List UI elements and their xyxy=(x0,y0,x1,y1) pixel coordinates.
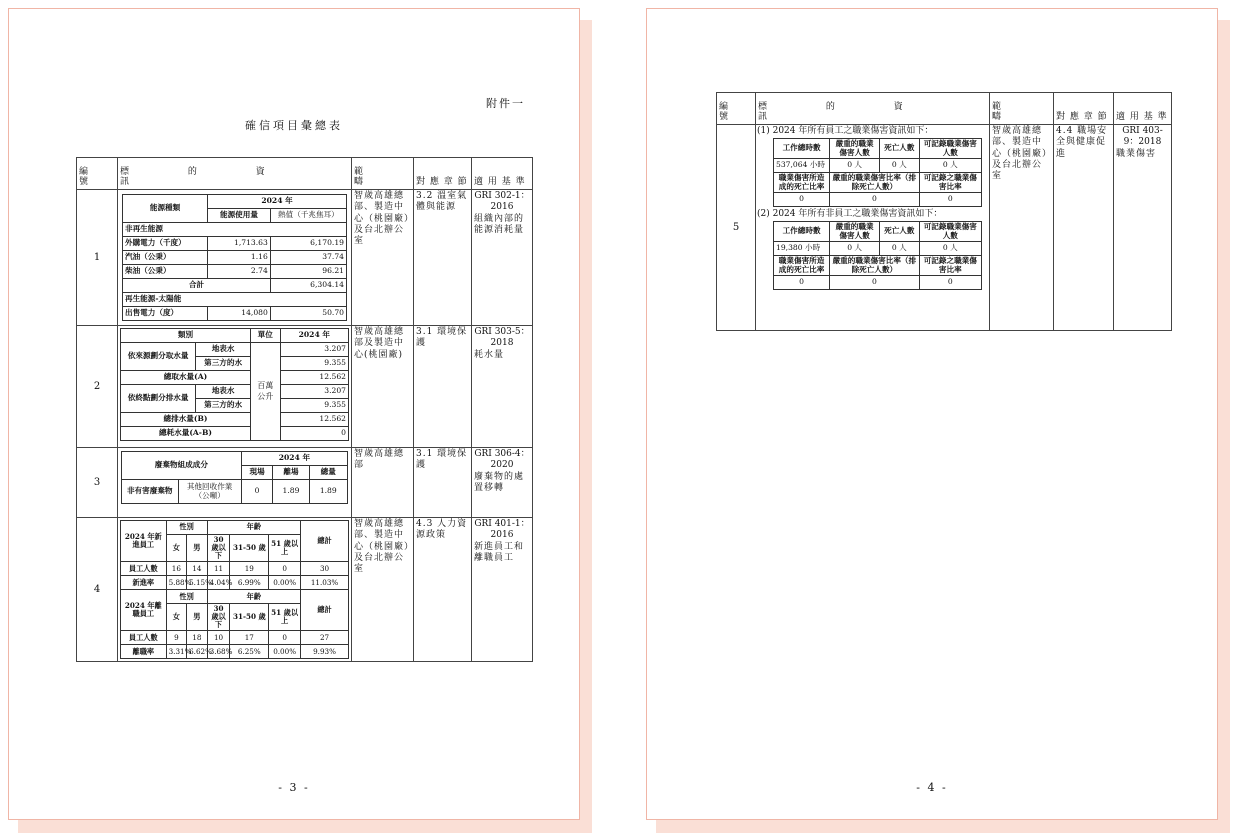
row-number: 1 xyxy=(77,190,118,326)
col-age-over-51: 51 歲以上 xyxy=(269,535,301,562)
annex-label: 附件一 xyxy=(486,97,525,110)
page-title: 確信項目彙總表 xyxy=(245,119,343,132)
standard-code: GRI 306-4：2020 xyxy=(474,449,530,471)
scope-cell: 智歲高雄總部、製造中心（桃園廠）及台北辦公室 xyxy=(352,518,414,662)
col-hours: 工作總時數 xyxy=(774,139,830,159)
recordable-value: 0 人 xyxy=(919,242,981,256)
standard-code: GRI 401-1：2016 xyxy=(474,519,530,541)
page-number: - 4 - xyxy=(916,781,948,794)
water-source-third: 第三方的水 xyxy=(196,357,251,371)
section-cell: 3.1 環境保護 xyxy=(414,448,472,518)
nonemployee-injury-table xyxy=(773,221,982,290)
summary-table xyxy=(76,157,533,662)
col-male: 男 xyxy=(187,535,208,562)
water-cell xyxy=(118,326,352,448)
header-no: 編 號 xyxy=(77,158,118,190)
header-subject: 標 的 資 訊 xyxy=(756,93,990,125)
standard-cell xyxy=(1114,125,1172,331)
header-subject: 標 的 資 訊 xyxy=(118,158,352,190)
col-death-rate: 職業傷害所造成的死亡比率 xyxy=(774,173,830,193)
new-hire-label: 2024 年新進員工 xyxy=(121,521,167,562)
col-age-31-50: 31-50 歲 xyxy=(230,604,269,631)
col-energy-use: 能源使用量 xyxy=(208,209,271,223)
hr-value: 3.68% xyxy=(207,645,230,659)
standard-code: GRI 302-1：2016 xyxy=(474,191,530,213)
col-gender: 性別 xyxy=(166,521,207,535)
hr-value: 11.03% xyxy=(301,576,349,590)
hr-value: 27 xyxy=(301,631,349,645)
energy-item-name: 柴油（公秉） xyxy=(123,265,208,279)
table-row xyxy=(717,125,1172,331)
energy-item-heat: 96.21 xyxy=(270,265,346,279)
hours-value: 537,064 小時 xyxy=(774,159,830,173)
hr-value: 0 xyxy=(269,562,301,576)
col-offsite: 離場 xyxy=(273,466,309,480)
hr-value: 19 xyxy=(230,562,269,576)
scope-cell: 智歲高雄總部、製造中心（桃園廠）及台北辦公室 xyxy=(990,125,1054,331)
row-number: 5 xyxy=(717,125,756,331)
header-standard: 適 用 基 準 xyxy=(472,158,533,190)
standard-code: GRI 403-9：2018 xyxy=(1122,126,1163,148)
hr-value: 9.93% xyxy=(301,645,349,659)
serious-value: 0 人 xyxy=(830,159,880,173)
water-unit: 百萬公升 xyxy=(250,343,280,441)
col-recordable: 可記錄職業傷害人數 xyxy=(919,139,981,159)
death-value: 0 人 xyxy=(880,159,920,173)
col-unit: 單位 xyxy=(250,329,280,343)
hr-value: 0.00% xyxy=(269,576,301,590)
col-serious: 嚴重的職業傷害人數 xyxy=(830,139,880,159)
hr-value: 6.25% xyxy=(230,645,269,659)
new-rate-label: 新進率 xyxy=(121,576,167,590)
col-age-31-50: 31-50 歲 xyxy=(230,535,269,562)
standard-name: 職業傷害 xyxy=(1116,148,1157,159)
death-rate-value: 0 xyxy=(774,276,830,290)
water-discharge-label: 依終點劃分排水量 xyxy=(121,385,196,413)
hr-value: 10 xyxy=(207,631,230,645)
col-total: 總計 xyxy=(301,590,349,631)
water-consumption-label: 總耗水量(A-B) xyxy=(121,427,251,441)
col-energy-type: 能源種類 xyxy=(123,195,208,223)
row-number: 2 xyxy=(77,326,118,448)
col-age: 年齡 xyxy=(207,521,300,535)
hr-value: 16 xyxy=(166,562,187,576)
header-section: 對 應 章 節 xyxy=(1054,93,1114,125)
table-header-row xyxy=(77,158,533,190)
energy-item-use: 1.16 xyxy=(208,251,271,265)
waste-table xyxy=(121,451,348,504)
standard-cell xyxy=(472,190,533,326)
injury-cell xyxy=(756,125,990,331)
death-rate-value: 0 xyxy=(774,193,830,207)
recordable-value: 0 人 xyxy=(919,159,981,173)
water-source-third-value: 9.355 xyxy=(280,357,348,371)
hr-value: 4.04% xyxy=(207,576,230,590)
standard-name: 新進員工和離職員工 xyxy=(474,541,525,563)
energy-total-label: 合計 xyxy=(123,279,271,293)
employees-title: (1) 2024 年所有員工之職業傷害資訊如下： xyxy=(757,126,934,136)
document-page-4 xyxy=(646,8,1218,820)
col-age-under-30: 30 歲以下 xyxy=(207,535,230,562)
energy-item-name: 汽油（公秉） xyxy=(123,251,208,265)
col-serious-rate: 嚴重的職業傷害比率（排除死亡人數） xyxy=(830,173,919,193)
col-recordable-rate: 可記錄之職業傷害比率 xyxy=(919,173,981,193)
col-gender: 性別 xyxy=(166,590,207,604)
hr-value: 17 xyxy=(230,631,269,645)
water-table xyxy=(120,328,349,441)
standard-cell xyxy=(472,518,533,662)
left-rate-label: 離職率 xyxy=(121,645,167,659)
waste-onsite-value: 0 xyxy=(241,480,273,504)
col-death: 死亡人數 xyxy=(880,139,920,159)
water-discharge-surface: 地表水 xyxy=(196,385,251,399)
table-row xyxy=(77,326,533,448)
hr-value: 0 xyxy=(269,631,301,645)
header-section: 對 應 章 節 xyxy=(414,158,472,190)
col-death-rate: 職業傷害所造成的死亡比率 xyxy=(774,256,830,276)
hr-value: 0.00% xyxy=(269,645,301,659)
col-year: 2024 年 xyxy=(241,452,347,466)
standard-name: 組織內部的能源消耗量 xyxy=(474,213,525,235)
energy-item-heat: 6,170.19 xyxy=(270,237,346,251)
water-source-label: 依來源劃分取水量 xyxy=(121,343,196,371)
water-total-in-value: 12.562 xyxy=(280,371,348,385)
hr-value: 3.31% xyxy=(166,645,187,659)
count-label: 員工人數 xyxy=(121,562,167,576)
table-header-row xyxy=(717,93,1172,125)
water-discharge-third: 第三方的水 xyxy=(196,399,251,413)
header-scope: 範 疇 xyxy=(352,158,414,190)
water-total-out-value: 12.562 xyxy=(280,413,348,427)
water-source-surface-value: 3.207 xyxy=(280,343,348,357)
hr-cell xyxy=(118,518,352,662)
section-cell: 4.4 職場安全與健康促進 xyxy=(1054,125,1114,331)
sold-electricity-name: 出售電力（度） xyxy=(123,307,208,321)
recordable-rate-value: 0 xyxy=(919,193,981,207)
col-year: 2024 年 xyxy=(280,329,348,343)
col-death: 死亡人數 xyxy=(880,222,920,242)
col-water-type: 類別 xyxy=(121,329,251,343)
col-recordable: 可記錄職業傷害人數 xyxy=(919,222,981,242)
row-number: 4 xyxy=(77,518,118,662)
document-page-3 xyxy=(8,8,580,820)
water-discharge-third-value: 9.355 xyxy=(280,399,348,413)
hr-value: 6.99% xyxy=(230,576,269,590)
water-total-out-label: 總排水量(B) xyxy=(121,413,251,427)
scope-cell: 智歲高雄總部及製造中心(桃園廠) xyxy=(352,326,414,448)
serious-rate-value: 0 xyxy=(830,276,919,290)
summary-table xyxy=(716,92,1172,331)
serious-value: 0 人 xyxy=(830,242,880,256)
col-age-over-51: 51 歲以上 xyxy=(269,604,301,631)
sold-electricity-use: 14,080 xyxy=(208,307,271,321)
hr-value: 30 xyxy=(301,562,349,576)
renewable-label: 再生能源-太陽能 xyxy=(123,293,347,307)
hr-value: 18 xyxy=(187,631,208,645)
hr-value: 5.15% xyxy=(187,576,208,590)
col-serious: 嚴重的職業傷害人數 xyxy=(830,222,880,242)
scope-cell: 智歲高雄總部、製造中心（桃園廠）及台北辦公室 xyxy=(352,190,414,326)
col-serious-rate: 嚴重的職業傷害比率（排除死亡人數） xyxy=(830,256,919,276)
col-female: 女 xyxy=(166,535,187,562)
col-onsite: 現場 xyxy=(241,466,273,480)
standard-cell xyxy=(472,448,533,518)
standard-cell xyxy=(472,326,533,448)
recordable-rate-value: 0 xyxy=(919,276,981,290)
col-heat: 熱值（千兆焦耳） xyxy=(270,209,346,223)
hr-value: 11 xyxy=(207,562,230,576)
col-age: 年齡 xyxy=(207,590,300,604)
col-year: 2024 年 xyxy=(208,195,347,209)
waste-row-sub: 其他回收作業（公噸） xyxy=(178,480,241,504)
nonrenewable-label: 非再生能源 xyxy=(123,223,347,237)
waste-cell xyxy=(118,448,352,518)
header-no: 編 號 xyxy=(717,93,756,125)
col-male: 男 xyxy=(187,604,208,631)
energy-table xyxy=(122,194,347,321)
waste-row-label: 非有害廢棄物 xyxy=(122,480,179,504)
section-cell: 4.3 人力資源政策 xyxy=(414,518,472,662)
count-label: 員工人數 xyxy=(121,631,167,645)
left-label: 2024 年離職員工 xyxy=(121,590,167,631)
energy-item-heat: 37.74 xyxy=(270,251,346,265)
energy-item-use: 2.74 xyxy=(208,265,271,279)
section-cell: 3.2 溫室氣體與能源 xyxy=(414,190,472,326)
employee-injury-table xyxy=(773,138,982,207)
table-row xyxy=(77,448,533,518)
standard-name: 廢棄物的處置移轉 xyxy=(474,471,525,493)
table-row xyxy=(77,190,533,326)
table-row xyxy=(77,518,533,662)
header-scope: 範 疇 xyxy=(990,93,1054,125)
hr-value: 9 xyxy=(166,631,187,645)
hours-value: 19,380 小時 xyxy=(774,242,830,256)
standard-name: 耗水量 xyxy=(474,349,505,360)
header-standard: 適 用 基 準 xyxy=(1114,93,1172,125)
section-cell: 3.1 環境保護 xyxy=(414,326,472,448)
water-consumption-value: 0 xyxy=(280,427,348,441)
page-number: - 3 - xyxy=(278,781,310,794)
energy-cell xyxy=(118,190,352,326)
col-age-under-30: 30 歲以下 xyxy=(207,604,230,631)
water-total-in-label: 總取水量(A) xyxy=(121,371,251,385)
row-number: 3 xyxy=(77,448,118,518)
death-value: 0 人 xyxy=(880,242,920,256)
col-hours: 工作總時數 xyxy=(774,222,830,242)
col-total: 總計 xyxy=(301,521,349,562)
energy-total-value: 6,304.14 xyxy=(270,279,346,293)
water-discharge-surface-value: 3.207 xyxy=(280,385,348,399)
waste-total-value: 1.89 xyxy=(309,480,347,504)
col-total: 總量 xyxy=(309,466,347,480)
col-recordable-rate: 可記錄之職業傷害比率 xyxy=(919,256,981,276)
scope-cell: 智歲高雄總部 xyxy=(352,448,414,518)
waste-offsite-value: 1.89 xyxy=(273,480,309,504)
col-waste-type: 廢棄物組成成分 xyxy=(122,452,242,480)
energy-item-name: 外購電力（千度） xyxy=(123,237,208,251)
energy-item-use: 1,713.63 xyxy=(208,237,271,251)
hr-value: 6.62% xyxy=(187,645,208,659)
hr-value: 5.88% xyxy=(166,576,187,590)
hr-table xyxy=(120,520,349,659)
sold-electricity-heat: 50.70 xyxy=(270,307,346,321)
nonemployees-title: (2) 2024 年所有非員工之職業傷害資訊如下： xyxy=(757,209,943,220)
standard-code: GRI 303-5：2018 xyxy=(474,327,530,349)
col-female: 女 xyxy=(166,604,187,631)
serious-rate-value: 0 xyxy=(830,193,919,207)
water-source-surface: 地表水 xyxy=(196,343,251,357)
hr-value: 14 xyxy=(187,562,208,576)
